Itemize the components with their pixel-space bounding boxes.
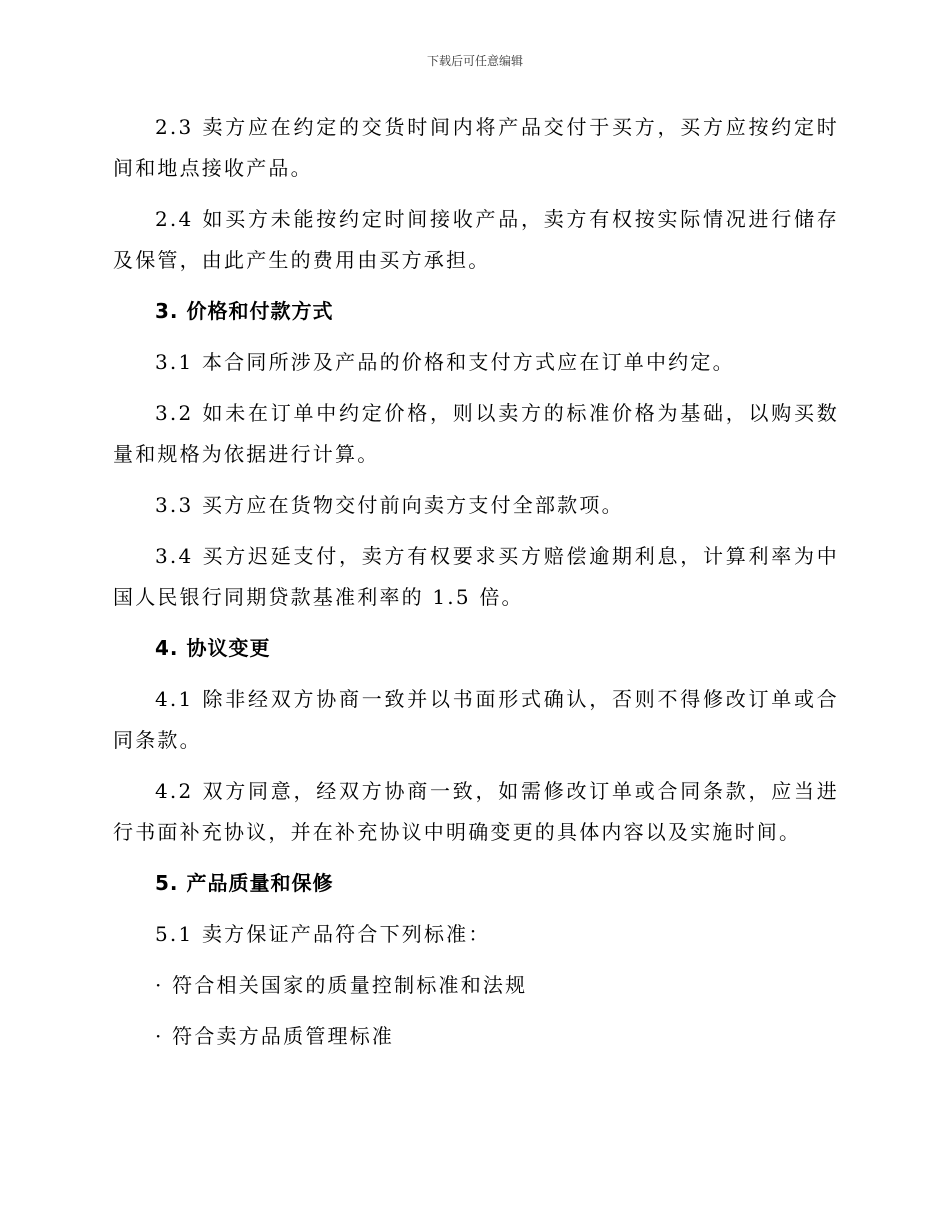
section-heading-5: 5. 产品质量和保修 — [155, 871, 334, 895]
clause-5-1: 5.1 卖方保证产品符合下列标准： — [155, 922, 491, 946]
section-heading-4: 4. 协议变更 — [155, 636, 271, 660]
bullet-item-1: · 符合相关国家的质量控制标准和法规 — [155, 973, 528, 997]
clause-4-2: 4.2 双方同意，经双方协商一致，如需修改订单或合同条款，应当进行书面补充协议，并在补充协议中明确变更的具体内容以及实施时间。 — [113, 779, 839, 844]
bullet-item-2: · 符合卖方品质管理标准 — [155, 1024, 395, 1048]
clause-4-1: 4.1 除非经双方协商一致并以书面形式确认，否则不得修改订单或合同条款。 — [113, 687, 839, 752]
clause-2-4: 2.4 如买方未能按约定时间接收产品，卖方有权按实际情况进行储存及保管，由此产生的费用由买方承担。 — [113, 207, 839, 272]
clause-3-3: 3.3 买方应在货物交付前向卖方支付全部款项。 — [155, 493, 624, 517]
clause-3-4: 3.4 买方迟延支付，卖方有权要求买方赔偿逾期利息，计算利率为中国人民银行同期贷款基准利率的 1.5 倍。 — [113, 544, 839, 609]
clause-3-2: 3.2 如未在订单中约定价格，则以卖方的标准价格为基础，以购买数量和规格为依据进行计算。 — [113, 401, 839, 466]
clause-2-3: 2.3 卖方应在约定的交货时间内将产品交付于买方，买方应按约定时间和地点接收产品。 — [113, 115, 839, 180]
document-body — [113, 107, 839, 1067]
section-heading-3: 3. 价格和付款方式 — [155, 299, 334, 323]
clause-3-1: 3.1 本合同所涉及产品的价格和支付方式应在订单中约定。 — [155, 350, 735, 374]
header-note: 下载后可任意编辑 — [426, 54, 523, 68]
